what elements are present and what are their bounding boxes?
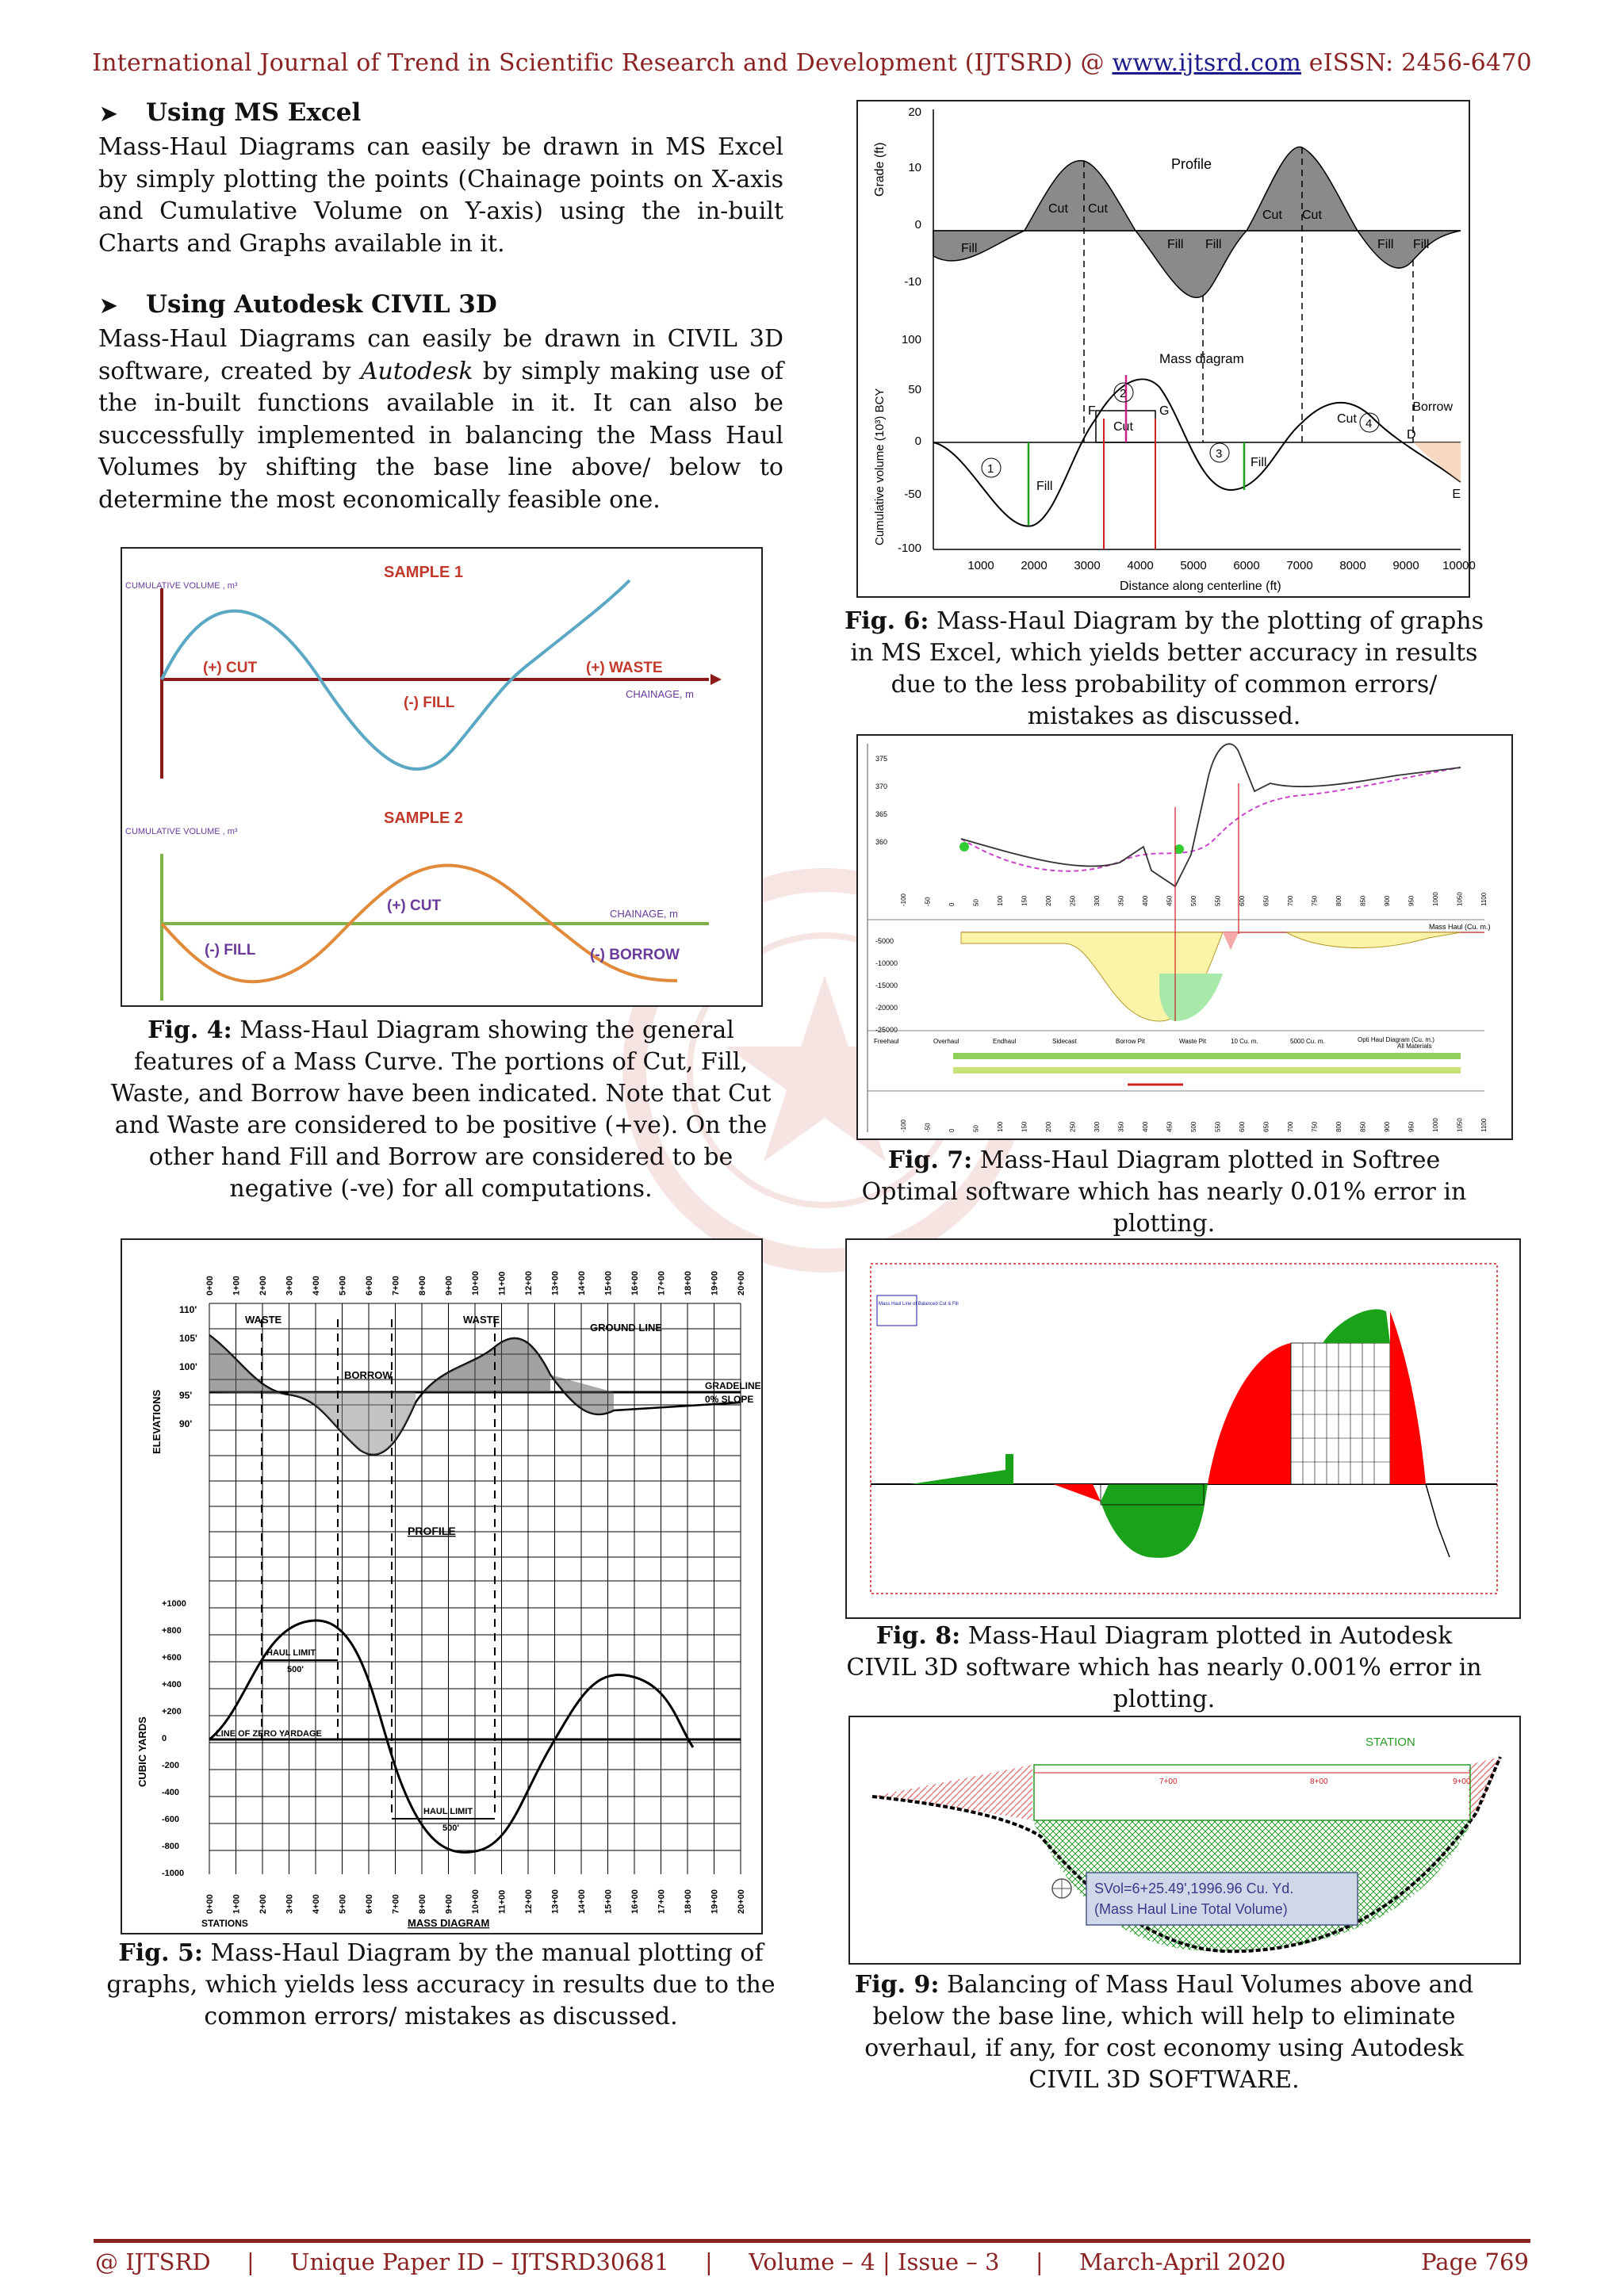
fig6-volume-tick: -50	[904, 488, 921, 501]
fig6-circle-1: 1	[987, 462, 994, 476]
fig7-x-tick-bottom: 1000	[1432, 1118, 1439, 1132]
fig7-x-tick: 300	[1094, 895, 1101, 906]
fig7-x-tick: 400	[1142, 895, 1149, 906]
fig5-station-tick-bottom: 11+00	[497, 1889, 508, 1914]
fig7-x-tick-bottom: 1100	[1480, 1118, 1488, 1132]
fig4-caption: Fig. 4: Mass-Haul Diagram showing the general features of a Mass Curve. The portions of Cut, Fill, Waste, and Borrow have been indicated. Note that Cut and Waste are considered to be positive (+ve). On the other hand Fill and Borrow are considered to be negative (-ve) for all computations.	[110, 1016, 772, 1203]
fig7-legend-item: All Materials	[1397, 1043, 1432, 1050]
fig6-fill-label-1: Fill	[961, 242, 978, 255]
fig7-x-tick: 1050	[1456, 892, 1464, 906]
fig5-station-tick-bottom: 17+00	[657, 1889, 667, 1914]
fig7-y-tick: -5000	[875, 937, 894, 945]
fig9-chart	[850, 1717, 1519, 1963]
fig6-x-tick: 3000	[1074, 559, 1101, 572]
fig7-chart	[858, 736, 1511, 1138]
fig5-yard-tick: +200	[162, 1707, 182, 1716]
fig7-legend-item: Freehaul	[874, 1038, 899, 1045]
fig7-x-tick-bottom: -100	[900, 1119, 907, 1132]
fig5-station-tick-top: 2+00	[259, 1276, 268, 1295]
fig6-fill-label-4: Fill	[1377, 238, 1394, 251]
fig7-legend	[874, 1036, 1434, 1050]
fig5-elev-tick: 110'	[179, 1304, 197, 1315]
fig5-yard-tick: +800	[162, 1626, 182, 1636]
fig6-cut-label-1: Cut	[1048, 202, 1068, 216]
fig4-cum-vol-label-1: CUMULATIVE VOLUME , m³	[125, 581, 238, 591]
fig5-station-tick-bottom: 0+00	[205, 1894, 215, 1914]
fig6-chart	[858, 101, 1476, 596]
fig6-x-tick: 8000	[1339, 559, 1366, 572]
fig5-haul-500-label-1: 500'	[287, 1665, 304, 1674]
fig6-x-tick: 4000	[1127, 559, 1154, 572]
fig5-station-tick-bottom: 3+00	[285, 1894, 295, 1914]
section-heading-excel: ➤ Using MS Excel	[100, 98, 362, 127]
fig7-y-tick: -25000	[875, 1026, 898, 1034]
fig7-x-tick: 650	[1262, 895, 1270, 906]
fig5-elev-tick: 90'	[179, 1418, 193, 1429]
running-header: International Journal of Trend in Scientific Research and Development (IJTSRD) @ www.ijtsrd.com eISSN: 2456-6470	[92, 49, 1532, 77]
fig7-legend-item: Overhaul	[933, 1038, 959, 1045]
fig7-x-tick: 150	[1021, 895, 1028, 906]
fig5-station-tick-bottom: 8+00	[418, 1894, 427, 1914]
fig7-x-tick: 550	[1214, 895, 1222, 906]
fig6-caption: Fig. 6: Mass-Haul Diagram by the plotting of graphs in MS Excel, which yields better accuracy in results due to the less probability of common errors/ mistakes as discussed.	[844, 607, 1484, 730]
fig8-green-small	[910, 1454, 1013, 1484]
fig6-grade-tick: 10	[908, 161, 921, 174]
fig5-yard-tick: -400	[162, 1788, 180, 1797]
fig5-station-tick-bottom: 9+00	[444, 1894, 454, 1914]
fig6-x-tick: 5000	[1180, 559, 1207, 572]
fig7-x-tick: 250	[1069, 895, 1077, 906]
fig5-haul-500-label-2: 500'	[442, 1823, 459, 1833]
fig7-x-tick-bottom: 50	[972, 1125, 980, 1132]
fig5-haul-limit-label-2: HAUL LIMIT	[423, 1807, 473, 1816]
fig4-chainage-label-2: CHAINAGE, m	[610, 908, 678, 920]
fig6-x-tick: 1000	[967, 559, 994, 572]
fig7-fill-region-2	[1286, 932, 1461, 948]
fig5-yard-tick: +1000	[162, 1599, 186, 1609]
footer-date: March-April 2020	[1078, 2248, 1286, 2275]
fig4-chart	[122, 549, 761, 1005]
fig6-fill-label-7: Fill	[1251, 456, 1267, 469]
fig7-grade-line	[961, 767, 1461, 871]
fig7-x-tick: 700	[1287, 895, 1294, 906]
fig6-volume-tick: 100	[901, 333, 921, 346]
fig6-point-g: G	[1159, 404, 1170, 418]
fig7-x-tick: 750	[1311, 895, 1319, 906]
fig5-profile-label: PROFILE	[408, 1525, 456, 1537]
fig7-mass-haul-label: Mass Haul (Cu. m.)	[1429, 923, 1491, 931]
fig9-caption: Fig. 9: Balancing of Mass Haul Volumes above and below the base line, which will help to eliminate overhaul, if any, for cost economy using Autodesk CIVIL 3D SOFTWARE.	[854, 1971, 1474, 2094]
fig5-station-tick-top: 13+00	[550, 1271, 561, 1295]
fig9-tick-8: 8+00	[1310, 1777, 1328, 1786]
fig7-x-tick-bottom: 150	[1021, 1121, 1028, 1132]
fig5-yard-tick: -800	[162, 1842, 180, 1851]
fig5-station-tick-top: 11+00	[497, 1271, 508, 1295]
fig6-x-axis-label: Distance along centerline (ft)	[1120, 580, 1281, 593]
fig7-x-tick: 200	[1045, 895, 1052, 906]
fig5-yard-tick: -600	[162, 1815, 180, 1824]
fig7-x-tick-bottom: 250	[1069, 1121, 1077, 1132]
fig6-cut-box-label: Cut	[1113, 420, 1133, 434]
fig7-x-tick-bottom: 1050	[1456, 1118, 1464, 1132]
footer-paper-id: Unique Paper ID – IJTSRD30681	[290, 2248, 669, 2275]
fig7-x-tick-bottom: 350	[1117, 1121, 1125, 1132]
fig7-x-tick: -50	[924, 897, 932, 906]
fig8-note-text: Mass Haul Line of Balanced Cut & Fill	[879, 1302, 959, 1307]
fig5-station-tick-bottom: 5+00	[338, 1894, 348, 1914]
fig7-y-tick: -20000	[875, 1004, 898, 1012]
fig5-station-tick-bottom: 7+00	[391, 1894, 401, 1914]
fig5-slope-label: 0% SLOPE	[705, 1394, 754, 1405]
fig7-y-tick: 370	[875, 783, 888, 790]
fig4-waste-label: (+) WASTE	[586, 660, 663, 676]
fig8-red-small	[1053, 1484, 1101, 1502]
fig6-fill-label-2: Fill	[1167, 238, 1184, 251]
fig7-fill-region-green	[1159, 974, 1223, 1021]
fig7-legend-item: Sidecast	[1052, 1038, 1077, 1045]
fig5-haul-limit-label-1: HAUL LIMIT	[266, 1648, 316, 1658]
fig6-circle-2: 2	[1120, 387, 1127, 400]
fig8-red-cut-1	[1208, 1343, 1291, 1484]
figure-6	[856, 100, 1476, 598]
fig5-waste-label-2: WASTE	[463, 1314, 500, 1326]
fig7-x-tick-bottom: 550	[1214, 1121, 1222, 1132]
fig7-mid-marker-icon	[1174, 844, 1184, 854]
fig5-caption: Fig. 5: Mass-Haul Diagram by the manual plotting of graphs, which yields less accuracy in results due to the common errors/ mistakes as discussed.	[106, 1939, 776, 2030]
fig7-x-tick-bottom: 200	[1045, 1121, 1052, 1132]
fig4-fill-label-1: (-) FILL	[404, 695, 455, 711]
fig5-station-tick-top: 7+00	[391, 1276, 401, 1295]
fig7-ground-line	[961, 744, 1461, 886]
fig6-x-tick: 9000	[1392, 559, 1419, 572]
fig4-borrow-label: (-) BORROW	[590, 947, 680, 963]
fig6-fill-label-6: Fill	[1036, 480, 1053, 493]
arrow-bullet-icon: ➤	[100, 294, 117, 318]
fig7-x-tick: 50	[972, 899, 980, 906]
fig7-x-tick-bottom: 700	[1287, 1121, 1294, 1132]
fig5-station-labels-bottom	[205, 1889, 746, 1914]
fig5-station-tick-bottom: 4+00	[312, 1894, 321, 1914]
fig5-station-tick-top: 1+00	[232, 1276, 242, 1295]
fig5-elev-tick: 105'	[179, 1333, 197, 1344]
fig5-yard-tick: -1000	[162, 1869, 185, 1878]
footer-separator: |	[246, 2248, 255, 2275]
fig9-red-area-left	[872, 1765, 1032, 1820]
fig6-cut-label-4: Cut	[1302, 209, 1322, 222]
fig8-note-box	[877, 1295, 917, 1326]
footer-page: Page 769	[1421, 2248, 1529, 2275]
fig8-chart	[847, 1240, 1519, 1617]
fig7-y-tick: -10000	[875, 959, 898, 967]
civil3d-paragraph: Mass-Haul Diagrams can easily be drawn in CIVIL 3D software, created by Autodesk by simply making use of the in-built functions available in it. It can also be successfully implemented in balancing the Mass Haul Volumes by shifting the base line above/ below to determine the most economically feasible one.	[98, 325, 783, 514]
fig7-legend-item: Borrow Pit	[1116, 1038, 1145, 1045]
fig5-station-tick-bottom: 1+00	[232, 1894, 242, 1914]
fig7-legend-item: Endhaul	[993, 1038, 1017, 1045]
fig7-legend-item: Waste Pit	[1179, 1038, 1206, 1045]
fig5-elev-tick: 100'	[179, 1361, 197, 1372]
fig7-x-tick-bottom: -50	[924, 1123, 932, 1132]
fig5-waste-label-1: WASTE	[245, 1314, 282, 1326]
fig6-volume-tick: -100	[897, 541, 921, 555]
fig5-yard-tick: 0	[162, 1734, 167, 1743]
fig7-x-tick: 100	[997, 895, 1004, 906]
fig5-elevation-labels	[179, 1304, 197, 1429]
fig7-x-tick: 1100	[1480, 892, 1488, 906]
fig5-station-tick-bottom: 12+00	[524, 1889, 534, 1914]
fig6-circle-markers	[982, 383, 1379, 477]
fig6-grade-axis-label: Grade (ft)	[873, 142, 887, 197]
fig6-cut-label-5: Cut	[1337, 412, 1357, 426]
fig7-legend-item: 5000 Cu. m.	[1290, 1038, 1325, 1045]
fig5-yard-tick: +400	[162, 1680, 182, 1689]
fig5-yard-tick: -200	[162, 1761, 180, 1770]
fig7-x-tick-bottom: 800	[1335, 1121, 1342, 1132]
fig7-caption: Fig. 7: Mass-Haul Diagram plotted in Softree Optimal software which has nearly 0.01% error in plotting.	[861, 1146, 1467, 1238]
fig7-x-tick: 350	[1117, 895, 1125, 906]
footer-separator: |	[1035, 2248, 1044, 2275]
fig6-circle-3: 3	[1216, 447, 1223, 461]
fig5-station-tick-top: 10+00	[471, 1271, 481, 1295]
fig4-arrow-icon	[710, 674, 722, 685]
footer-rule	[94, 2239, 1530, 2243]
fig6-fill-label-5: Fill	[1413, 238, 1430, 251]
fig7-haul-band-2	[953, 1067, 1461, 1073]
fig4-sample2-title: SAMPLE 2	[384, 809, 464, 827]
fig6-grade-tick: 0	[914, 218, 921, 232]
fig5-station-tick-top: 20+00	[737, 1271, 746, 1295]
fig5-station-tick-top: 19+00	[710, 1271, 720, 1295]
fig6-borrow-label: Borrow	[1412, 400, 1453, 414]
section-heading-civil3d: ➤ Using Autodesk CIVIL 3D	[100, 290, 497, 319]
fig5-station-tick-top: 5+00	[338, 1276, 348, 1295]
fig5-yard-tick: +600	[162, 1653, 182, 1663]
fig7-x-tick: 900	[1384, 895, 1391, 906]
fig7-y-tick: 375	[875, 755, 888, 763]
fig6-volume-tick: 0	[914, 434, 921, 448]
fig6-grade-tick: -10	[904, 275, 921, 289]
fig5-zero-yardage-label: LINE OF ZERO YARDAGE	[216, 1729, 322, 1739]
fig8-red-cut-2	[1390, 1311, 1426, 1484]
fig7-x-tick-bottom: 750	[1311, 1121, 1319, 1132]
fig6-point-d: D	[1407, 428, 1416, 442]
fig5-yardage-labels	[162, 1599, 186, 1878]
fig5-station-labels-top	[205, 1271, 746, 1295]
excel-paragraph: Mass-Haul Diagrams can easily be drawn in MS Excel by simply plotting the points (Chainage points on X-axis and Cumulative Volume on Y-axis) using the in-built Charts and Graphs available in it.	[98, 133, 783, 258]
fig5-station-tick-top: 9+00	[444, 1276, 454, 1295]
fig7-y-tick: 365	[875, 810, 888, 818]
fig5-chart	[122, 1240, 761, 1933]
fig6-mass-diagram-label: Mass diagram	[1159, 351, 1244, 366]
footer-volume: Volume – 4 | Issue – 3	[749, 2248, 1000, 2275]
fig8-caption: Fig. 8: Mass-Haul Diagram plotted in Autodesk CIVIL 3D software which has nearly 0.001% error in plotting.	[846, 1622, 1482, 1713]
fig7-x-tick: 600	[1239, 895, 1246, 906]
fig7-x-tick-bottom: 900	[1384, 1121, 1391, 1132]
fig7-legend-item: 10 Cu. m.	[1231, 1038, 1258, 1045]
fig7-x-tick-bottom: 400	[1142, 1121, 1149, 1132]
fig7-x-tick: 850	[1359, 895, 1367, 906]
fig5-station-tick-bottom: 19+00	[710, 1889, 720, 1914]
fig5-elev-tick: 95'	[179, 1390, 193, 1401]
fig8-green-fill	[1101, 1484, 1208, 1558]
fig5-station-tick-bottom: 14+00	[577, 1889, 587, 1914]
fig5-station-tick-top: 14+00	[577, 1271, 587, 1295]
fig9-tooltip-line2: (Mass Haul Line Total Volume)	[1094, 1901, 1288, 1917]
fig6-tick-labels	[898, 105, 1476, 572]
fig7-start-marker-icon	[959, 842, 969, 851]
fig5-station-tick-top: 3+00	[285, 1276, 295, 1295]
fig5-station-tick-bottom: 16+00	[630, 1889, 640, 1914]
fig7-cut-region-red	[1223, 932, 1239, 950]
fig5-station-tick-top: 6+00	[365, 1276, 374, 1295]
fig7-x-tick-bottom: 650	[1262, 1121, 1270, 1132]
fig6-fill-label-3: Fill	[1205, 238, 1222, 251]
figure-7	[856, 734, 1513, 1140]
figure-5	[121, 1238, 763, 1934]
fig7-x-tick-bottom: 600	[1239, 1121, 1246, 1132]
fig7-x-tick-bottom: 450	[1166, 1121, 1174, 1132]
footer-separator: |	[704, 2248, 713, 2275]
fig7-y-tick: 360	[875, 838, 888, 846]
fig5-station-tick-bottom: 13+00	[550, 1889, 561, 1914]
fig5-fill-hatch	[550, 1375, 614, 1414]
fig5-station-tick-bottom: 15+00	[603, 1889, 614, 1914]
fig6-grade-tick: 20	[908, 105, 921, 119]
fig6-volume-tick: 50	[908, 383, 921, 396]
fig8-green-cap	[1323, 1309, 1390, 1343]
fig4-cut-label-2: (+) CUT	[387, 897, 442, 914]
fig6-x-tick: 7000	[1286, 559, 1313, 572]
figure-9	[848, 1716, 1521, 1965]
fig9-tick-9: 9+00	[1453, 1777, 1471, 1786]
fig5-station-tick-top: 15+00	[603, 1271, 614, 1295]
arrow-bullet-icon: ➤	[100, 102, 117, 126]
fig6-mass-curve	[933, 379, 1461, 526]
fig5-station-tick-top: 4+00	[312, 1276, 321, 1295]
fig5-station-tick-top: 12+00	[524, 1271, 534, 1295]
fig5-cubic-yards-label: CUBIC YARDS	[136, 1716, 148, 1787]
fig7-x-tick: 1000	[1432, 892, 1439, 906]
fig7-x-tick-bottom: 850	[1359, 1121, 1367, 1132]
fig7-legend-item: Opti Haul Diagram (Cu. m.)	[1358, 1036, 1434, 1043]
fig4-cum-vol-label-2: CUMULATIVE VOLUME , m³	[125, 827, 238, 836]
fig5-station-tick-bottom: 6+00	[365, 1894, 374, 1914]
fig5-elevations-label: ELEVATIONS	[151, 1389, 163, 1454]
fig5-stations-label: STATIONS	[201, 1918, 248, 1929]
fig7-haul-band-1	[953, 1053, 1461, 1059]
figure-8	[845, 1238, 1521, 1619]
fig4-cut-label-1: (+) CUT	[203, 660, 258, 676]
fig6-x-tick: 6000	[1233, 559, 1260, 572]
fig6-dash-lines	[1084, 147, 1413, 442]
fig7-x-tick-bottom: 500	[1190, 1121, 1197, 1132]
fig5-station-tick-top: 17+00	[657, 1271, 667, 1295]
fig5-station-tick-top: 18+00	[684, 1271, 693, 1295]
fig5-station-tick-bottom: 2+00	[259, 1894, 268, 1914]
fig6-point-e: E	[1452, 488, 1461, 501]
fig5-station-tick-top: 8+00	[418, 1276, 427, 1295]
fig4-fill-label-2: (-) FILL	[205, 942, 256, 959]
fig7-x-tick-bottom: 300	[1094, 1121, 1101, 1132]
fig7-x-tick-bottom: 0	[948, 1128, 956, 1132]
fig5-station-tick-top: 0+00	[205, 1276, 215, 1295]
footer-org: @ IJTSRD	[95, 2248, 211, 2275]
fig7-x-tick-bottom: 950	[1408, 1121, 1415, 1132]
fig9-red-area-right	[1469, 1757, 1500, 1820]
fig6-cut-label-3: Cut	[1262, 209, 1282, 222]
fig6-point-f: F	[1088, 404, 1096, 418]
journal-link[interactable]: www.ijtsrd.com	[1112, 49, 1302, 77]
fig8-grid-block	[1291, 1343, 1390, 1484]
fig6-volume-axis-label: Cumulative volume (10³) BCY	[873, 388, 887, 545]
fig9-station-label: STATION	[1365, 1735, 1415, 1749]
fig5-station-tick-top: 16+00	[630, 1271, 640, 1295]
figure-4	[121, 547, 763, 1007]
fig5-borrow-label: BORROW	[344, 1369, 393, 1381]
fig5-ground-line-label: GROUND LINE	[590, 1322, 662, 1334]
fig6-cut-label-2: Cut	[1088, 202, 1108, 216]
fig7-x-tick: 500	[1190, 895, 1197, 906]
fig5-mass-diagram-label: MASS DIAGRAM	[408, 1917, 490, 1929]
page-footer	[95, 2248, 1529, 2275]
fig5-station-tick-bottom: 10+00	[471, 1889, 481, 1914]
fig7-x-tick: 800	[1335, 895, 1342, 906]
fig8-tail-line	[1426, 1484, 1450, 1557]
fig7-x-tick: 0	[948, 902, 956, 906]
fig6-x-tick: 10000	[1442, 559, 1476, 572]
fig9-tooltip-line1: SVol=6+25.49',1996.96 Cu. Yd.	[1094, 1881, 1294, 1896]
fig7-x-tick-bottom: 100	[997, 1121, 1004, 1132]
fig9-tick-7: 7+00	[1159, 1777, 1178, 1786]
fig7-y-tick: -15000	[875, 982, 898, 989]
fig4-sample1-title: SAMPLE 1	[384, 564, 464, 581]
fig6-borrow-area	[1413, 442, 1461, 482]
fig5-station-tick-bottom: 18+00	[684, 1889, 693, 1914]
fig7-x-tick: -100	[900, 893, 907, 906]
fig5-gradeline-label: GRADELINE	[705, 1380, 761, 1391]
fig7-x-tick: 950	[1408, 895, 1415, 906]
fig6-circle-4: 4	[1365, 417, 1373, 430]
fig4-chainage-label-1: CHAINAGE, m	[626, 688, 694, 700]
fig7-x-tick: 450	[1166, 895, 1174, 906]
fig6-x-tick: 2000	[1021, 559, 1048, 572]
fig6-profile-label: Profile	[1171, 156, 1212, 172]
fig5-station-tick-bottom: 20+00	[737, 1889, 746, 1914]
